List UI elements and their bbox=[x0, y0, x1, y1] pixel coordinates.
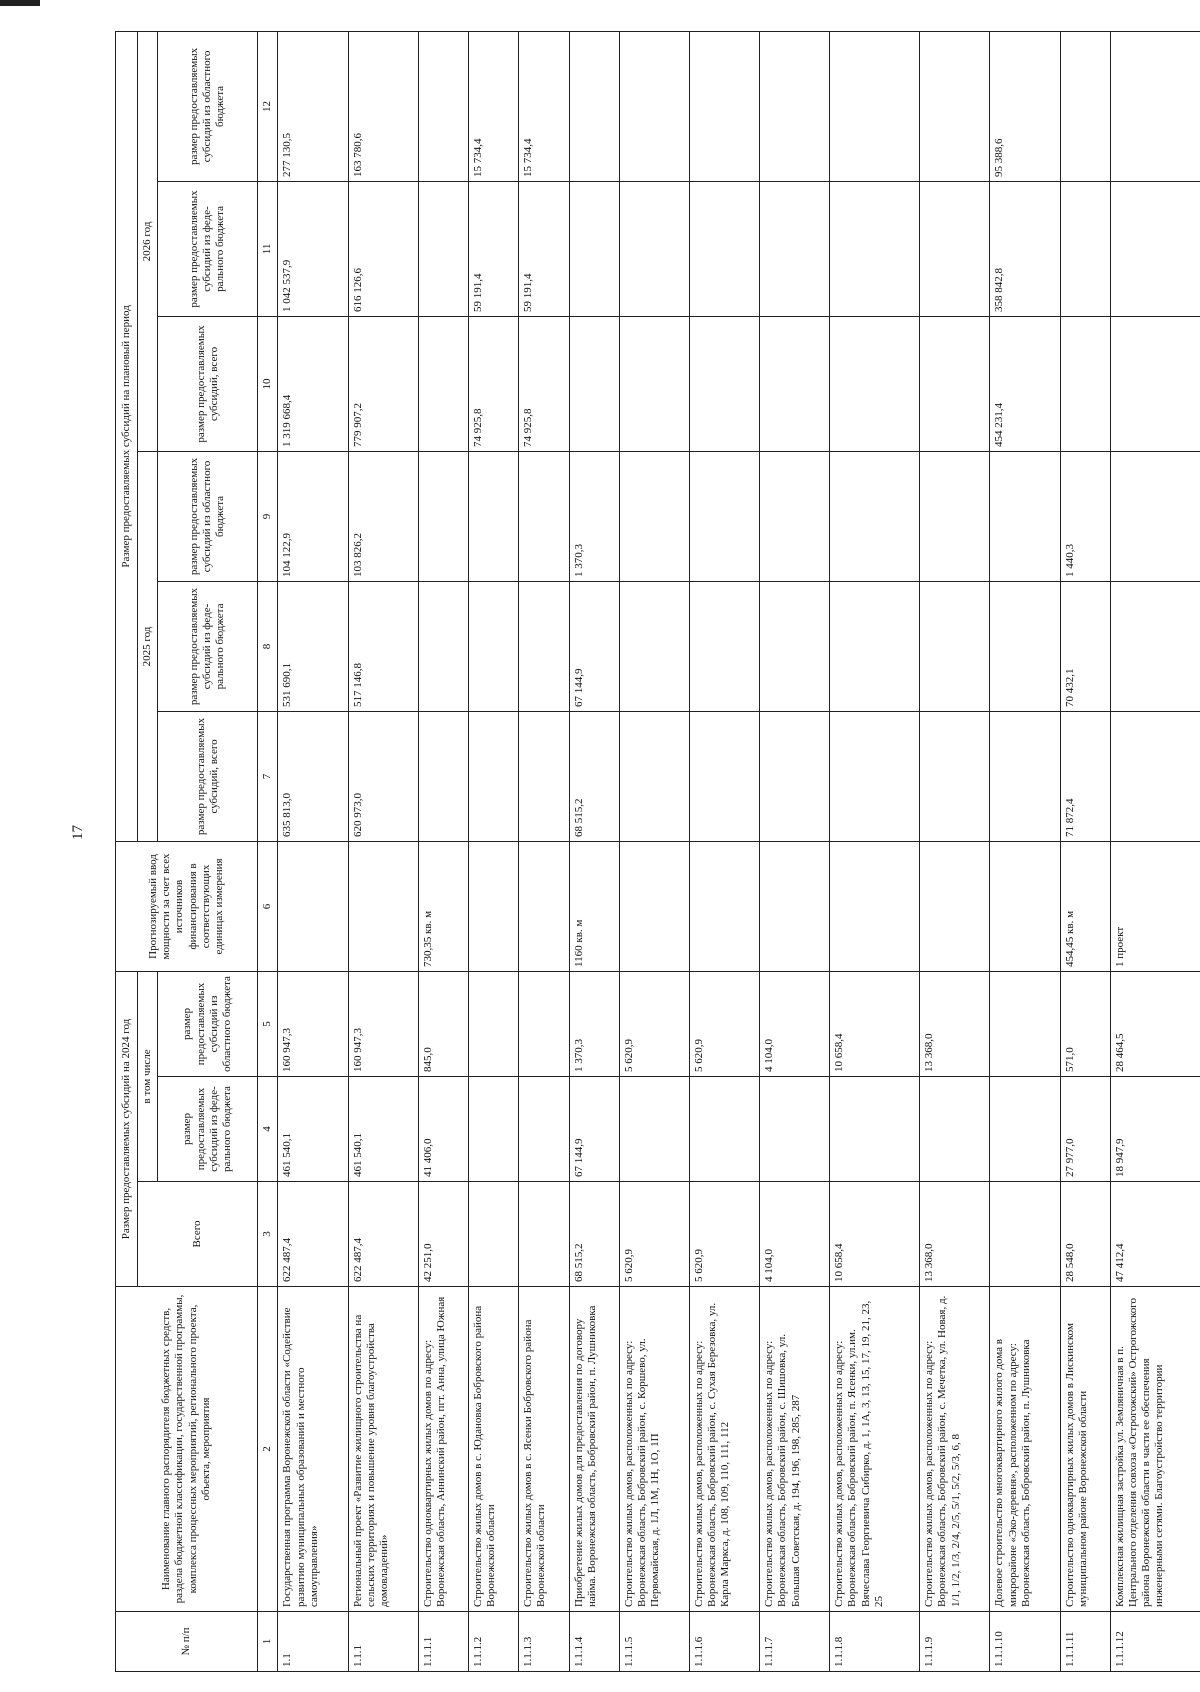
cell-c4 bbox=[689, 1077, 759, 1182]
header-group-2024: Размер предоставляемых субсидий на 2024 год bbox=[116, 971, 138, 1286]
cell-c11 bbox=[569, 181, 619, 316]
cell-c9: 104 122,9 bbox=[278, 451, 348, 581]
cell-c8 bbox=[1110, 581, 1200, 711]
cell-c6: 1 проект bbox=[1110, 841, 1200, 971]
cell-c8 bbox=[830, 581, 920, 711]
cell-c11: 59 191,4 bbox=[519, 181, 569, 316]
cell-c4 bbox=[760, 1077, 830, 1182]
cell-c7 bbox=[418, 711, 468, 841]
cell-no: 1.1 bbox=[278, 1612, 348, 1672]
cell-c12 bbox=[619, 31, 689, 181]
header-total-2026: размер предоставляемых субсидий, всего bbox=[158, 316, 258, 451]
cell-c12 bbox=[569, 31, 619, 181]
cell-c12 bbox=[689, 31, 759, 181]
cell-c5: 160 947,3 bbox=[348, 971, 418, 1076]
cell-c3: 5 620,9 bbox=[689, 1182, 759, 1287]
cell-c11 bbox=[760, 181, 830, 316]
cell-c9 bbox=[830, 451, 920, 581]
cell-c7 bbox=[1110, 711, 1200, 841]
cell-c8 bbox=[519, 581, 569, 711]
cell-c12: 15 734,4 bbox=[468, 31, 518, 181]
header-no: № п/п bbox=[116, 1612, 258, 1672]
cell-c6 bbox=[619, 841, 689, 971]
col-number: 11 bbox=[258, 181, 278, 316]
table-row bbox=[569, 31, 619, 1671]
cell-c11 bbox=[619, 181, 689, 316]
cell-c12 bbox=[1060, 31, 1110, 181]
cell-c4 bbox=[619, 1077, 689, 1182]
cell-c6 bbox=[278, 841, 348, 971]
subsidies-table bbox=[115, 31, 1200, 1672]
cell-c5: 845,0 bbox=[418, 971, 468, 1076]
header-total-2025: размер предоставляемых субсидий, всего bbox=[158, 711, 258, 841]
cell-c12 bbox=[418, 31, 468, 181]
header-capacity: Прогнозируемый ввод мощности за счет всех источников финансирования в соответствующих единицах измерения bbox=[116, 841, 258, 971]
cell-c10: 1 319 668,4 bbox=[278, 316, 348, 451]
col-number: 2 bbox=[258, 1287, 278, 1612]
cell-c3: 42 251,0 bbox=[418, 1182, 468, 1287]
cell-c10: 454 231,4 bbox=[990, 316, 1060, 451]
cell-c5: 5 620,9 bbox=[619, 971, 689, 1076]
cell-c6 bbox=[760, 841, 830, 971]
cell-c5: 5 620,9 bbox=[689, 971, 759, 1076]
cell-c4 bbox=[920, 1077, 990, 1182]
cell-no: 1.1.1.5 bbox=[619, 1612, 689, 1672]
header-group-plan: Размер предоставляемых субсидий на плановый период bbox=[116, 31, 138, 841]
cell-c9: 103 826,2 bbox=[348, 451, 418, 581]
cell-c10 bbox=[830, 316, 920, 451]
cell-c4: 67 144,9 bbox=[569, 1077, 619, 1182]
cell-c8 bbox=[920, 581, 990, 711]
cell-c8: 67 144,9 bbox=[569, 581, 619, 711]
cell-c9 bbox=[920, 451, 990, 581]
col-number: 12 bbox=[258, 31, 278, 181]
col-number: 1 bbox=[258, 1612, 278, 1672]
cell-c12 bbox=[920, 31, 990, 181]
cell-c7 bbox=[519, 711, 569, 841]
col-number: 8 bbox=[258, 581, 278, 711]
cell-c3: 5 620,9 bbox=[619, 1182, 689, 1287]
cell-c10 bbox=[920, 316, 990, 451]
cell-name: Комплексная жилищная застройка ул. Земляничная в п. Центрального отделения совхоза «Острогожский» Острогожского района Воронежской области в части ее обеспечения инженерными сетями. Благоустройство территории bbox=[1110, 1287, 1200, 1612]
header-2025: 2025 год bbox=[138, 451, 158, 841]
cell-c12: 277 130,5 bbox=[278, 31, 348, 181]
cell-c5: 13 368,0 bbox=[920, 971, 990, 1076]
header-incl: в том числе bbox=[138, 971, 158, 1181]
cell-c5: 160 947,3 bbox=[278, 971, 348, 1076]
cell-c5: 28 464,5 bbox=[1110, 971, 1200, 1076]
col-number: 6 bbox=[258, 841, 278, 971]
cell-no: 1.1.1.9 bbox=[920, 1612, 990, 1672]
cell-c6: 730,35 кв. м bbox=[418, 841, 468, 971]
header-total: Всего bbox=[138, 1182, 258, 1287]
cell-c6 bbox=[920, 841, 990, 971]
page-number: 17 bbox=[70, 825, 86, 840]
cell-c7: 71 872,4 bbox=[1060, 711, 1110, 841]
table-row bbox=[619, 31, 689, 1671]
cell-no: 1.1.1 bbox=[348, 1612, 418, 1672]
cell-c8 bbox=[689, 581, 759, 711]
cell-no: 1.1.1.7 bbox=[760, 1612, 830, 1672]
header-2026: 2026 год bbox=[138, 31, 158, 451]
cell-c11 bbox=[1060, 181, 1110, 316]
cell-c11 bbox=[689, 181, 759, 316]
col-number: 9 bbox=[258, 451, 278, 581]
cell-c7 bbox=[990, 711, 1060, 841]
cell-c7 bbox=[468, 711, 518, 841]
cell-c8 bbox=[418, 581, 468, 711]
cell-c9 bbox=[519, 451, 569, 581]
cell-c4 bbox=[468, 1077, 518, 1182]
cell-c11: 358 842,8 bbox=[990, 181, 1060, 316]
cell-c6: 454,45 кв. м bbox=[1060, 841, 1110, 971]
cell-c3: 4 104,0 bbox=[760, 1182, 830, 1287]
cell-name: Приобретение жилых домов для предоставления по договору найма. Воронежская область, Бобровский район, п. Лушниковка bbox=[569, 1287, 619, 1612]
cell-c5: 571,0 bbox=[1060, 971, 1110, 1076]
header-obl-2026: размер предоставляемых субсидий из областного бюджета bbox=[158, 31, 258, 181]
cell-no: 1.1.1.10 bbox=[990, 1612, 1060, 1672]
cell-c9 bbox=[418, 451, 468, 581]
cell-c11 bbox=[1110, 181, 1200, 316]
cell-c12: 95 388,6 bbox=[990, 31, 1060, 181]
table-row bbox=[348, 31, 418, 1671]
cell-no: 1.1.1.6 bbox=[689, 1612, 759, 1672]
cell-c9 bbox=[619, 451, 689, 581]
cell-name: Строительство одноквартирных жилых домов в Лискинском муниципальном районе Воронежской области bbox=[1060, 1287, 1110, 1612]
cell-c3 bbox=[519, 1182, 569, 1287]
cell-c6 bbox=[468, 841, 518, 971]
cell-c12 bbox=[760, 31, 830, 181]
cell-c3 bbox=[990, 1182, 1060, 1287]
cell-c12: 15 734,4 bbox=[519, 31, 569, 181]
cell-c3: 622 487,4 bbox=[348, 1182, 418, 1287]
table-row bbox=[990, 31, 1060, 1671]
cell-c11: 1 042 537,9 bbox=[278, 181, 348, 316]
cell-c12: 163 780,6 bbox=[348, 31, 418, 181]
cell-name: Строительство жилых домов, расположенных по адресу: Воронежская область, Бобровский район, с. Сухая Березовка, ул. Карла Маркса, д. 108, 109, 110, 111, 112 bbox=[689, 1287, 759, 1612]
cell-c8 bbox=[760, 581, 830, 711]
cell-c9: 1 440,3 bbox=[1060, 451, 1110, 581]
cell-no: 1.1.1.11 bbox=[1060, 1612, 1110, 1672]
cell-c4 bbox=[990, 1077, 1060, 1182]
table-row bbox=[1060, 31, 1110, 1671]
cell-c3: 47 412,4 bbox=[1110, 1182, 1200, 1287]
cell-c3: 68 515,2 bbox=[569, 1182, 619, 1287]
cell-c7 bbox=[689, 711, 759, 841]
cell-c6 bbox=[348, 841, 418, 971]
cell-c7 bbox=[619, 711, 689, 841]
cell-c5 bbox=[990, 971, 1060, 1076]
cell-c10: 74 925,8 bbox=[468, 316, 518, 451]
cell-c10 bbox=[689, 316, 759, 451]
header-obl-2024: размер предоставляемых субсидий из областного бюджета bbox=[158, 971, 258, 1076]
cell-c11 bbox=[920, 181, 990, 316]
cell-c4: 27 977,0 bbox=[1060, 1077, 1110, 1182]
cell-c7: 635 813,0 bbox=[278, 711, 348, 841]
scan-edge-mark bbox=[0, 0, 40, 6]
cell-c8: 531 690,1 bbox=[278, 581, 348, 711]
cell-c3: 622 487,4 bbox=[278, 1182, 348, 1287]
cell-c9 bbox=[1110, 451, 1200, 581]
table-row bbox=[689, 31, 759, 1671]
cell-c6: 1160 кв. м bbox=[569, 841, 619, 971]
table-row bbox=[278, 31, 348, 1671]
cell-no: 1.1.1.12 bbox=[1110, 1612, 1200, 1672]
cell-name: Долевое строительство многоквартирного жилого дома в микрорайоне «Эко-деревня», расположенном по адресу: Воронежская область, Бобровский район, п. Лушниковка bbox=[990, 1287, 1060, 1612]
cell-c11 bbox=[830, 181, 920, 316]
col-number: 5 bbox=[258, 971, 278, 1076]
cell-c10 bbox=[569, 316, 619, 451]
cell-no: 1.1.1.8 bbox=[830, 1612, 920, 1672]
col-number: 4 bbox=[258, 1077, 278, 1182]
cell-c5 bbox=[519, 971, 569, 1076]
cell-c10 bbox=[1060, 316, 1110, 451]
cell-name: Строительство жилых домов, расположенных по адресу: Воронежская область, Бобровский район, с. Коршево, ул. Первомайская, д. 1Л, 1М, 1Н, 1О, 1П bbox=[619, 1287, 689, 1612]
cell-c10 bbox=[1110, 316, 1200, 451]
cell-name: Строительство жилых домов, расположенных по адресу: Воронежская область, Бобровский район, с. Шишовка, ул. Большая Советская, д. 194, 196, 198, 285, 287 bbox=[760, 1287, 830, 1612]
table-row bbox=[468, 31, 518, 1671]
cell-c9 bbox=[468, 451, 518, 581]
cell-name: Государственная программа Воронежской области «Содействие развитию муниципальных образований и местного самоуправления» bbox=[278, 1287, 348, 1612]
cell-c4 bbox=[519, 1077, 569, 1182]
cell-c3: 13 368,0 bbox=[920, 1182, 990, 1287]
table-row bbox=[920, 31, 990, 1671]
cell-c4: 41 406,0 bbox=[418, 1077, 468, 1182]
header-fed-2026: размер предоставляемых субсидий из феде-рального бюджета bbox=[158, 181, 258, 316]
table-row bbox=[760, 31, 830, 1671]
cell-c6 bbox=[519, 841, 569, 971]
cell-c6 bbox=[990, 841, 1060, 971]
cell-c9: 1 370,3 bbox=[569, 451, 619, 581]
cell-c10 bbox=[760, 316, 830, 451]
cell-no: 1.1.1.3 bbox=[519, 1612, 569, 1672]
cell-c4 bbox=[830, 1077, 920, 1182]
header-fed-2025: размер предоставляемых субсидий из феде-рального бюджета bbox=[158, 581, 258, 711]
cell-name: Строительство жилых домов, расположенных по адресу: Воронежская область, Бобровский район, п. Ясенки, ул.им. Вячеслава Георгиевича Сибирко, д. 1, 1А, 3, 13, 15, 17, 19, 21, 23, 25 bbox=[830, 1287, 920, 1612]
table-row bbox=[418, 31, 468, 1671]
cell-c7 bbox=[830, 711, 920, 841]
column-number-row bbox=[258, 31, 278, 1671]
cell-no: 1.1.1.2 bbox=[468, 1612, 518, 1672]
col-number: 7 bbox=[258, 711, 278, 841]
cell-c7 bbox=[920, 711, 990, 841]
cell-c4: 461 540,1 bbox=[278, 1077, 348, 1182]
cell-c6 bbox=[830, 841, 920, 971]
cell-c4: 461 540,1 bbox=[348, 1077, 418, 1182]
cell-c5: 10 658,4 bbox=[830, 971, 920, 1076]
cell-c10 bbox=[418, 316, 468, 451]
header-name: Наименование главного распорядителя бюджетных средств, раздела бюджетной классификации, государственной программы, комплекса процессных мероприятий, регионального проекта, объекта, мероприятия bbox=[116, 1287, 258, 1612]
cell-name: Строительство одноквартирных жилых домов по адресу: Воронежская область, Аннинский район, пгт. Анна, улица Южная bbox=[418, 1287, 468, 1612]
cell-c3: 28 548,0 bbox=[1060, 1182, 1110, 1287]
cell-c11: 59 191,4 bbox=[468, 181, 518, 316]
cell-c5: 4 104,0 bbox=[760, 971, 830, 1076]
col-number: 3 bbox=[258, 1182, 278, 1287]
cell-c11: 616 126,6 bbox=[348, 181, 418, 316]
cell-c7: 68 515,2 bbox=[569, 711, 619, 841]
cell-c8 bbox=[468, 581, 518, 711]
table-row bbox=[830, 31, 920, 1671]
table-row bbox=[1110, 31, 1200, 1671]
cell-c9 bbox=[760, 451, 830, 581]
cell-c12 bbox=[1110, 31, 1200, 181]
cell-c9 bbox=[990, 451, 1060, 581]
cell-c9 bbox=[689, 451, 759, 581]
cell-c10: 74 925,8 bbox=[519, 316, 569, 451]
cell-c4: 18 947,9 bbox=[1110, 1077, 1200, 1182]
cell-c3 bbox=[468, 1182, 518, 1287]
table-row bbox=[519, 31, 569, 1671]
cell-name: Строительство жилых домов в с. Юдановка Бобровского района Воронежской области bbox=[468, 1287, 518, 1612]
header-obl-2025: размер предоставляемых субсидий из областного бюджета bbox=[158, 451, 258, 581]
cell-name: Строительство жилых домов в с. Ясенки Бобровского района Воронежской области bbox=[519, 1287, 569, 1612]
cell-no: 1.1.1.1 bbox=[418, 1612, 468, 1672]
cell-c5: 1 370,3 bbox=[569, 971, 619, 1076]
cell-c8 bbox=[619, 581, 689, 711]
cell-c10: 779 907,2 bbox=[348, 316, 418, 451]
col-number: 10 bbox=[258, 316, 278, 451]
cell-c7: 620 973,0 bbox=[348, 711, 418, 841]
cell-c8: 70 432,1 bbox=[1060, 581, 1110, 711]
cell-c3: 10 658,4 bbox=[830, 1182, 920, 1287]
cell-c6 bbox=[689, 841, 759, 971]
cell-c12 bbox=[830, 31, 920, 181]
cell-c10 bbox=[619, 316, 689, 451]
cell-no: 1.1.1.4 bbox=[569, 1612, 619, 1672]
rotated-table-wrapper bbox=[115, 32, 1200, 1672]
cell-c8: 517 146,8 bbox=[348, 581, 418, 711]
cell-c5 bbox=[468, 971, 518, 1076]
cell-name: Региональный проект «Развитие жилищного строительства на сельских территориях и повышение уровня благоустройства домовладений» bbox=[348, 1287, 418, 1612]
cell-c7 bbox=[760, 711, 830, 841]
cell-c11 bbox=[418, 181, 468, 316]
cell-name: Строительство жилых домов, расположенных по адресу: Воронежская область, Бобровский район, с. Мечетка, ул. Новая, д. 1/1, 1/2, 1/3, 2/4, 2/5, 5/1, 5/2, 5/3, 6, 8 bbox=[920, 1287, 990, 1612]
cell-c8 bbox=[990, 581, 1060, 711]
header-fed-2024: размер предоставляемых субсидий из феде-рального бюджета bbox=[158, 1077, 258, 1182]
